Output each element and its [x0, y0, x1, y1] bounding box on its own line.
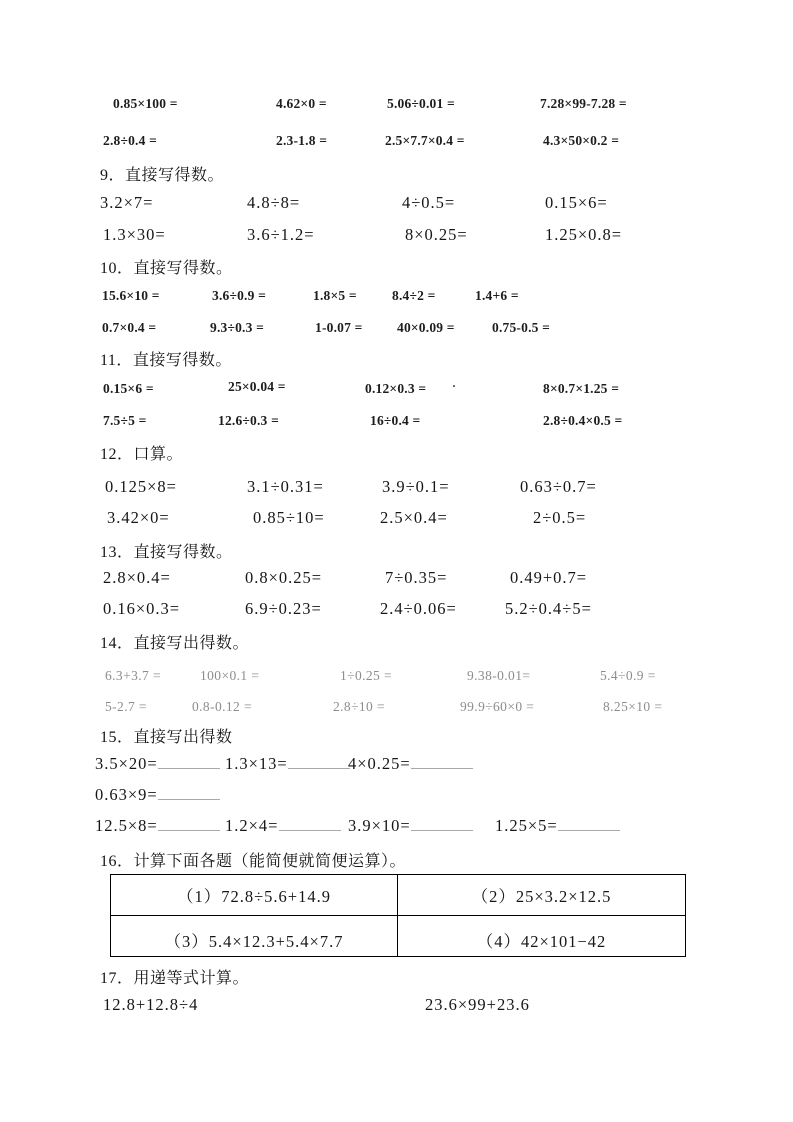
- answer-blank: [158, 784, 220, 800]
- math-expression: 1.8×5 =: [313, 288, 357, 303]
- answer-blank: [158, 815, 220, 831]
- math-expression: 1-0.07 =: [315, 320, 363, 335]
- math-expression: 1.3×30=: [103, 225, 166, 244]
- table-cell: （2）25×3.2×12.5: [398, 875, 685, 916]
- math-expression: 5.2÷0.4÷5=: [505, 599, 592, 618]
- section-15-title: 15．直接写出得数: [100, 729, 233, 746]
- math-expression: 6.3+3.7 =: [105, 668, 161, 683]
- math-expression: 15.6×10 =: [102, 288, 160, 303]
- answer-blank: [558, 815, 620, 831]
- math-expression: 12.5×8=: [95, 816, 158, 835]
- math-expression: 1.2×4=: [225, 816, 279, 835]
- math-expression: 0.85÷10=: [253, 508, 325, 527]
- math-expression: 0.125×8=: [105, 477, 177, 496]
- problem-with-blank: [95, 784, 220, 805]
- math-expression: 0.8-0.12 =: [192, 699, 252, 714]
- problem-with-blank: [495, 815, 620, 836]
- math-expression: 4.3×50×0.2 =: [543, 133, 620, 148]
- math-expression: 3.5×20=: [95, 754, 158, 773]
- section-16-title: 16．计算下面各题（能简便就简便运算）。: [100, 853, 407, 870]
- table-cell: （4）42×101−42: [476, 931, 607, 951]
- section-12-title: 12．口算。: [100, 446, 184, 463]
- math-expression: 12.8+12.8÷4: [103, 995, 199, 1014]
- math-expression: 1.3×13=: [225, 754, 288, 773]
- answer-blank: [279, 815, 341, 831]
- math-expression: 0.7×0.4 =: [102, 320, 157, 335]
- math-expression: 25×0.04 =: [228, 379, 286, 394]
- math-expression: 5-2.7 =: [105, 699, 147, 714]
- math-expression: 1÷0.25 =: [340, 668, 392, 683]
- math-expression: 1.25×5=: [495, 816, 558, 835]
- math-expression: 8.4÷2 =: [392, 288, 436, 303]
- section-9-title: 9．直接写得数。: [100, 167, 225, 184]
- math-expression: 0.85×100 =: [113, 96, 178, 111]
- math-expression: 23.6×99+23.6: [425, 995, 530, 1014]
- math-expression: 3.6÷0.9 =: [212, 288, 267, 303]
- math-expression: 4×0.25=: [348, 754, 411, 773]
- math-expression: 4.62×0 =: [276, 96, 327, 111]
- math-expression: 8×0.25=: [405, 225, 468, 244]
- math-expression: 3.42×0=: [107, 508, 170, 527]
- math-expression: 2.8×0.4=: [103, 568, 171, 587]
- math-expression: 99.9÷60×0 =: [460, 699, 535, 714]
- stray-mark: ·: [452, 379, 457, 393]
- math-expression: 6.9÷0.23=: [245, 599, 322, 618]
- math-expression: 3.2×7=: [100, 193, 154, 212]
- answer-blank: [411, 753, 473, 769]
- problems-table: [110, 874, 686, 957]
- answer-blank: [158, 753, 220, 769]
- math-expression: 0.75-0.5 =: [492, 320, 551, 335]
- math-expression: 5.06÷0.01 =: [387, 96, 455, 111]
- answer-blank: [411, 815, 473, 831]
- math-expression: 2.5×7.7×0.4 =: [385, 133, 465, 148]
- problem-with-blank: [348, 753, 473, 774]
- math-expression: 2.8÷0.4×0.5 =: [543, 413, 623, 428]
- math-expression: 0.8×0.25=: [245, 568, 323, 587]
- answer-blank: [288, 753, 350, 769]
- math-expression: 0.63×9=: [95, 785, 158, 804]
- math-expression: 8×0.7×1.25 =: [543, 381, 620, 396]
- math-expression: 7.28×99-7.28 =: [540, 96, 627, 111]
- math-expression: 0.12×0.3 =: [365, 381, 427, 396]
- math-expression: 3.9×10=: [348, 816, 411, 835]
- math-expression: 8.25×10 =: [603, 699, 663, 714]
- math-expression: 12.6÷0.3 =: [218, 413, 279, 428]
- math-expression: 0.15×6 =: [103, 381, 154, 396]
- math-expression: 5.4÷0.9 =: [600, 668, 656, 683]
- math-expression: 0.15×6=: [545, 193, 608, 212]
- problem-with-blank: [95, 753, 220, 774]
- problem-with-blank: [225, 753, 350, 774]
- table-cell: （3）5.4×12.3+5.4×7.7: [111, 916, 398, 957]
- section-14-title: 14．直接写出得数。: [100, 635, 250, 652]
- math-expression: 9.3÷0.3 =: [210, 320, 265, 335]
- math-expression: 2.3-1.8 =: [276, 133, 328, 148]
- math-expression: 1.25×0.8=: [545, 225, 623, 244]
- problem-with-blank: [95, 815, 220, 836]
- math-expression: 3.1÷0.31=: [247, 477, 324, 496]
- math-expression: 9.38-0.01=: [467, 668, 531, 683]
- math-expression: 7÷0.35=: [385, 568, 448, 587]
- math-expression: 2÷0.5=: [533, 508, 587, 527]
- section-11-title: 11．直接写得数。: [100, 352, 232, 369]
- section-10-title: 10．直接写得数。: [100, 260, 233, 277]
- math-expression: 0.49+0.7=: [510, 568, 588, 587]
- math-expression: 100×0.1 =: [200, 668, 260, 683]
- math-expression: 4.8÷8=: [247, 193, 301, 212]
- problem-with-blank: [348, 815, 473, 836]
- section-17-title: 17．用递等式计算。: [100, 970, 250, 987]
- math-expression: 3.9÷0.1=: [382, 477, 450, 496]
- math-expression: 2.8÷0.4 =: [103, 133, 158, 148]
- math-expression: 1.4+6 =: [475, 288, 519, 303]
- math-expression: 2.5×0.4=: [380, 508, 448, 527]
- math-expression: 3.6÷1.2=: [247, 225, 315, 244]
- math-expression: 40×0.09 =: [397, 320, 455, 335]
- math-expression: 0.63÷0.7=: [520, 477, 597, 496]
- problem-with-blank: [225, 815, 341, 836]
- section-13-title: 13．直接写得数。: [100, 544, 233, 561]
- math-expression: 2.4÷0.06=: [380, 599, 457, 618]
- math-expression: 0.16×0.3=: [103, 599, 181, 618]
- math-expression: 7.5÷5 =: [103, 413, 147, 428]
- math-expression: 4÷0.5=: [402, 193, 456, 212]
- table-cell: （1）72.8÷5.6+14.9: [111, 875, 398, 916]
- math-expression: 16÷0.4 =: [370, 413, 421, 428]
- math-expression: 2.8÷10 =: [333, 699, 385, 714]
